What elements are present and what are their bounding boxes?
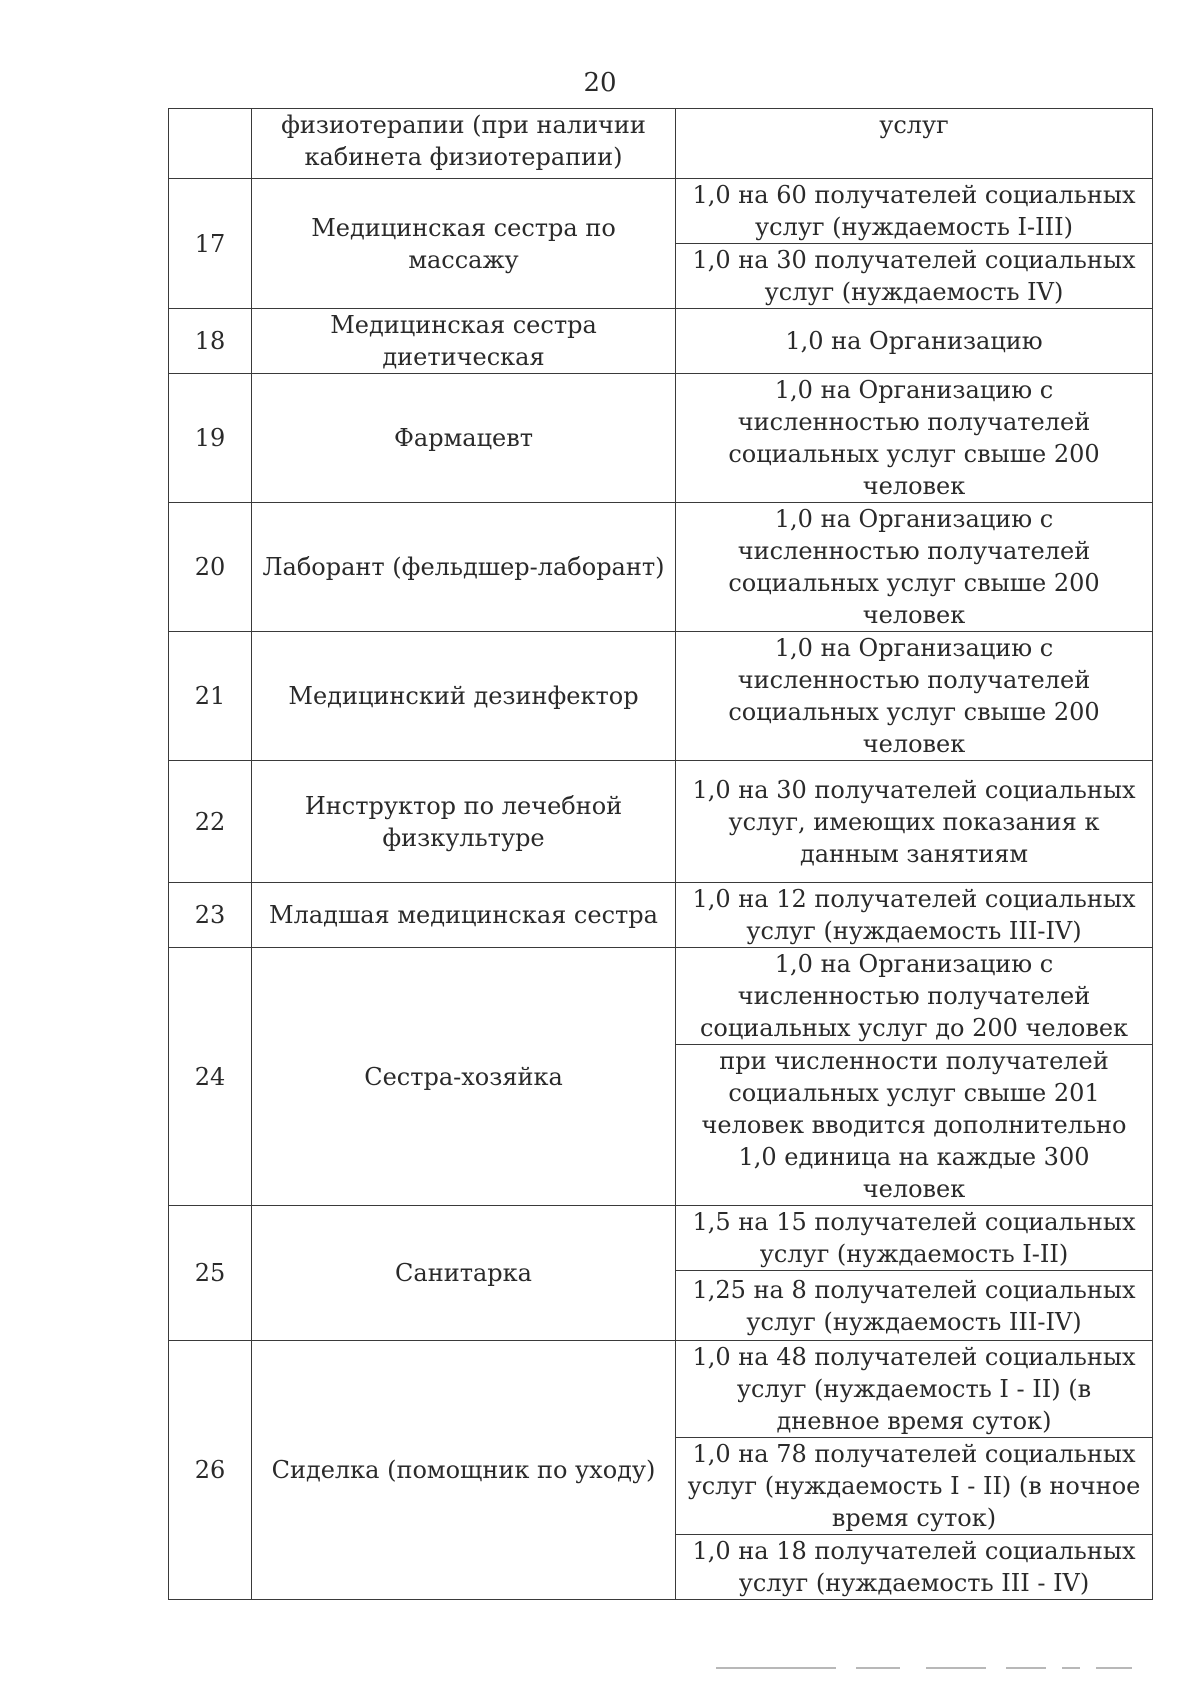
row-number-cell: 25 — [169, 1206, 252, 1341]
staffing-norm-cell: 1,0 на 60 получателей социальных услуг (нуждаемость I-III) — [676, 179, 1153, 244]
staffing-norm-cell: 1,0 на Организацию с численностью получателей социальных услуг до 200 человек — [676, 948, 1153, 1045]
position-cell: Младшая медицинская сестра — [252, 883, 676, 948]
page-number: 20 — [583, 68, 617, 98]
row-number-cell: 23 — [169, 883, 252, 948]
staffing-norm-cell: 1,25 на 8 получателей социальных услуг (нуждаемость III-IV) — [676, 1271, 1153, 1341]
position-cell: Лаборант (фельдшер-лаборант) — [252, 503, 676, 632]
staffing-norm-cell: услуг — [676, 109, 1153, 179]
table-row — [169, 1341, 1153, 1438]
row-number-cell: 26 — [169, 1341, 252, 1600]
position-cell: Сестра-хозяйка — [252, 948, 676, 1206]
staffing-norm-cell: 1,0 на 12 получателей социальных услуг (нуждаемость III-IV) — [676, 883, 1153, 948]
row-number-cell: 22 — [169, 761, 252, 883]
row-number-cell: 21 — [169, 632, 252, 761]
position-cell: Фармацевт — [252, 374, 676, 503]
staffing-norm-cell: 1,0 на 30 получателей социальных услуг, имеющих показания к данным занятиям — [676, 761, 1153, 883]
staffing-norm-cell: 1,0 на 30 получателей социальных услуг (нуждаемость IV) — [676, 244, 1153, 309]
table-row — [169, 948, 1153, 1045]
staffing-norm-cell: 1,0 на Организацию с численностью получателей социальных услуг свыше 200 человек — [676, 374, 1153, 503]
staffing-norm-cell: 1,0 на 18 получателей социальных услуг (нуждаемость III - IV) — [676, 1535, 1153, 1600]
row-number-cell: 17 — [169, 179, 252, 309]
position-cell: Медицинская сестра по массажу — [252, 179, 676, 309]
table-row — [169, 179, 1153, 244]
row-number-cell: 20 — [169, 503, 252, 632]
table-row — [169, 632, 1153, 761]
staffing-table — [168, 108, 1153, 1600]
row-number-cell — [169, 109, 252, 179]
table-row — [169, 374, 1153, 503]
position-cell: Сиделка (помощник по уходу) — [252, 1341, 676, 1600]
staffing-norm-cell: 1,0 на 48 получателей социальных услуг (нуждаемость I - II) (в дневное время суток) — [676, 1341, 1153, 1438]
table-row — [169, 309, 1153, 374]
row-number-cell: 19 — [169, 374, 252, 503]
row-number-cell: 24 — [169, 948, 252, 1206]
position-cell: Инструктор по лечебной физкультуре — [252, 761, 676, 883]
scan-artifact-lines — [716, 1667, 1156, 1669]
staffing-norm-cell: 1,0 на Организацию с численностью получателей социальных услуг свыше 200 человек — [676, 503, 1153, 632]
table-row — [169, 109, 1153, 179]
row-number-cell: 18 — [169, 309, 252, 374]
table-row — [169, 883, 1153, 948]
staffing-norm-cell: 1,0 на 78 получателей социальных услуг (нуждаемость I - II) (в ночное время суток) — [676, 1438, 1153, 1535]
staffing-norm-cell: при численности получателей социальных услуг свыше 201 человек вводится дополнительно 1,0 единица на каждые 300 человек — [676, 1045, 1153, 1206]
staffing-norm-cell: 1,0 на Организацию — [676, 309, 1153, 374]
staffing-norm-cell: 1,0 на Организацию с численностью получателей социальных услуг свыше 200 человек — [676, 632, 1153, 761]
table-row — [169, 503, 1153, 632]
staffing-norm-cell: 1,5 на 15 получателей социальных услуг (нуждаемость I-II) — [676, 1206, 1153, 1271]
position-cell: физиотерапии (при наличии кабинета физиотерапии) — [252, 109, 676, 179]
table-row — [169, 761, 1153, 883]
table-row — [169, 1206, 1153, 1271]
position-cell: Медицинская сестра диетическая — [252, 309, 676, 374]
position-cell: Медицинский дезинфектор — [252, 632, 676, 761]
position-cell: Санитарка — [252, 1206, 676, 1341]
